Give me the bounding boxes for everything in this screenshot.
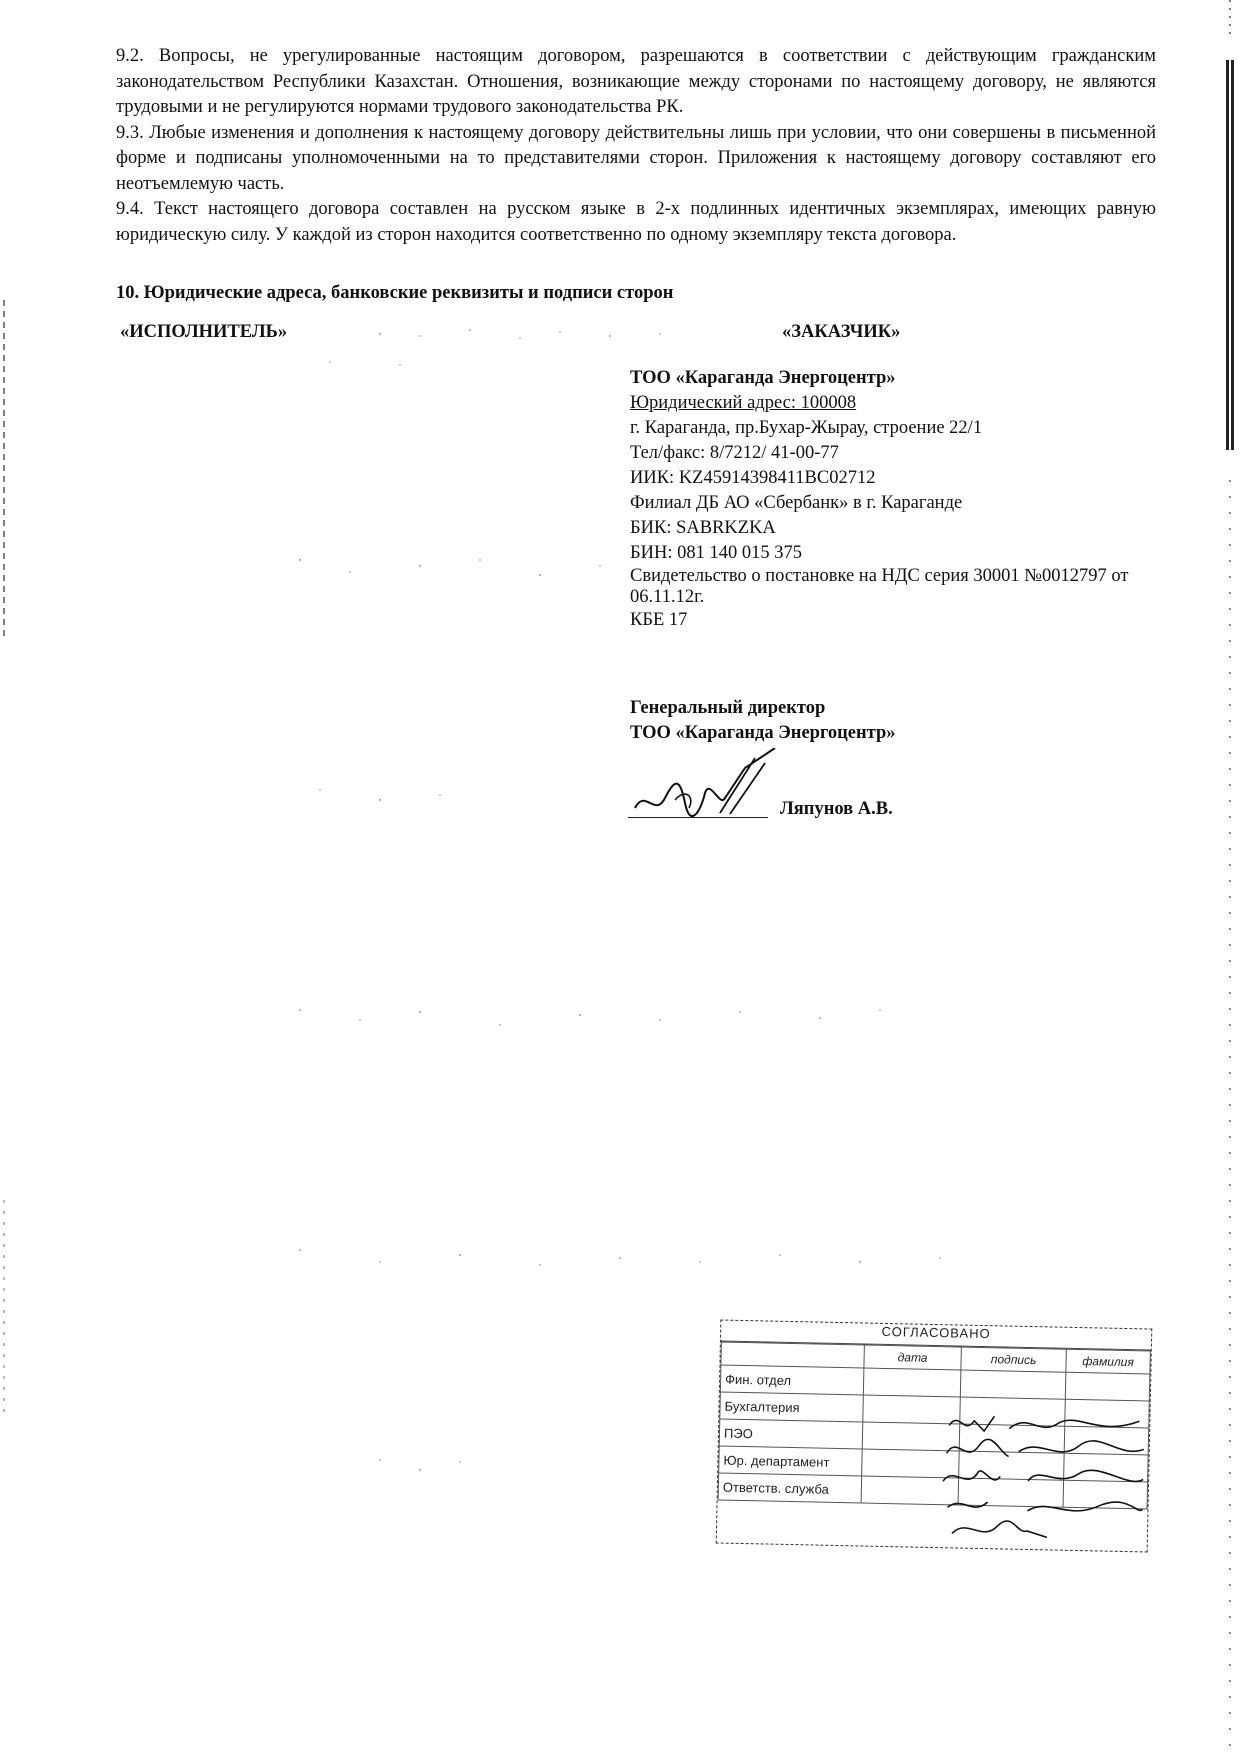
director-title: Генеральный директор [630, 698, 826, 718]
approval-row-label: Юр. департамент [719, 1446, 863, 1476]
approval-row-label: ПЭО [719, 1419, 863, 1449]
clause-9-2: 9.2. Вопросы, не урегулированные настоящим договором, разрешаются в соответствии с действующим гражданским законодательством Республики Казахстан. Отношения, возникающие между сторонами по настоящему договору, не являются трудовыми и не регулируются нормами трудового законодательства РК. [116, 46, 1156, 117]
clause-9-4: 9.4. Текст настоящего договора составлен на русском языке в 2-х подлинных идентичных экземплярах, имеющих равную юридическую силу. У каждой из сторон находится соответственно по одному экземпляру текста договора. [116, 199, 1156, 245]
approval-header-empty [721, 1342, 864, 1368]
customer-vat-certificate: Свидетельство о постановке на НДС серия 30001 №0012797 от 06.11.12г. [630, 566, 1129, 607]
customer-bik: БИК: SABRKZKA [630, 518, 776, 538]
customer-bin: БИН: 081 140 015 375 [630, 543, 802, 563]
customer-address: г. Караганда, пр.Бухар-Жырау, строение 22/1 [630, 418, 983, 438]
customer-legal-address: Юридический адрес: 100008 [630, 393, 857, 413]
customer-phone: Тел/факс: 8/7212/ 41-00-77 [630, 443, 839, 463]
party-customer-heading: «ЗАКАЗЧИК» [782, 322, 901, 342]
clause-9-3: 9.3. Любые изменения и дополнения к настоящему договору действительны лишь при условии, что они совершены в письменной форме и подписаны уполномоченными на то представителями сторон. Приложения к настоящему договору составляют его неотъемлемую часть. [116, 122, 1156, 194]
party-executor-heading: «ИСПОЛНИТЕЛЬ» [120, 322, 288, 342]
customer-name: ТОО «Караганда Энергоцентр» [630, 368, 896, 388]
stamp-title: СОГЛАСОВАНО [721, 1321, 1151, 1351]
approval-header-signature: подпись [961, 1347, 1066, 1372]
customer-kbe: КБЕ 17 [630, 610, 688, 630]
section-title: 10. Юридические адреса, банковские реквизиты и подписи сторон [116, 283, 674, 303]
approval-row-label: Бухгалтерия [720, 1392, 864, 1422]
approval-handwritten-signatures [937, 1405, 1150, 1549]
approval-row-label: Ответств. служба [718, 1473, 862, 1503]
approval-header-surname: фамилия [1066, 1349, 1150, 1374]
customer-iik: ИИК: KZ45914398411BC02712 [630, 468, 876, 488]
customer-bank: Филиал ДБ АО «Сбербанк» в г. Караганде [630, 493, 963, 513]
approval-row-label: Фин. отдел [720, 1365, 864, 1395]
approval-stamp [716, 1320, 1153, 1553]
director-company: ТОО «Караганда Энергоцентр» [630, 723, 896, 743]
approval-header-date: дата [864, 1345, 961, 1370]
director-name: Ляпунов А.В. [780, 799, 893, 819]
